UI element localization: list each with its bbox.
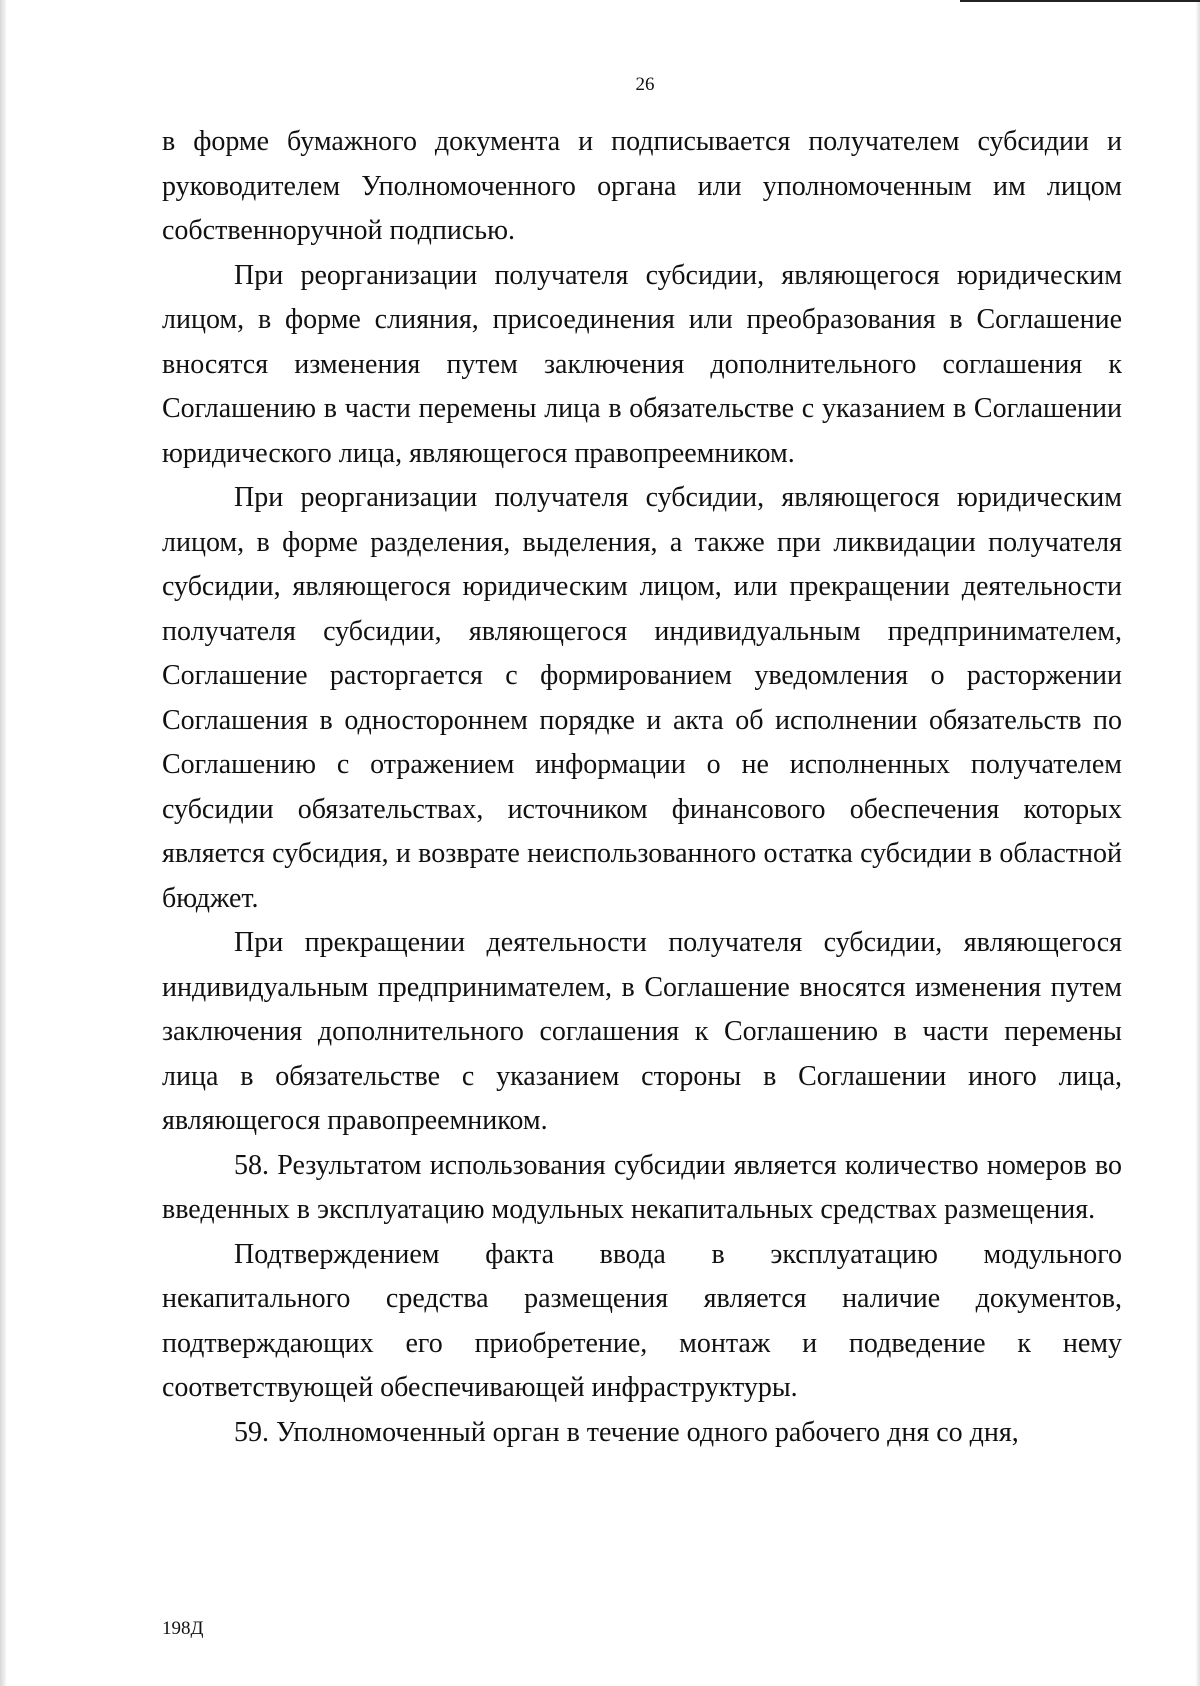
scan-line-top bbox=[960, 0, 1200, 2]
paragraph-item-58: 58. Результатом использования субсидии является количество номеров во введенных в эксплуатацию модульных некапитальных средствах размещения. bbox=[162, 1149, 1122, 1225]
paragraph-continuation: в форме бумажного документа и подписывается получателем субсидии и руководителем Уполномоченного органа или уполномоченным им лицом собственноручной подписью. bbox=[162, 126, 1122, 246]
paragraph-reorganization-division: При реорганизации получателя субсидии, являющегося юридическим лицом, в форме разделения, выделения, а также при ликвидации получателя субсидии, являющегося юридическим лицом, или прекращении деятельности получателя субсидии, являющегося индивидуальным предпринимателем, Соглашение расторгается с формированием уведомления о расторжении Соглашения в одностороннем порядке и акта об исполнении обязательств по Соглашению с отражением информации о не исполненных получателем субсидии обязательствах, источником финансового обеспечения которых является субсидия, и возврате неиспользованного остатка субсидии в областной бюджет. bbox=[162, 482, 1122, 914]
scan-edge-left bbox=[0, 0, 6, 1686]
paragraph-item-59: 59. Уполномоченный орган в течение одного рабочего дня со дня, bbox=[234, 1416, 1019, 1448]
scan-edge-right bbox=[1196, 0, 1200, 1686]
paragraph-reorganization-merger: При реорганизации получателя субсидии, являющегося юридическим лицом, в форме слияния, присоединения или преобразования в Соглашение вносятся изменения путем заключения дополнительного соглашения к Соглашению в части перемены лица в обязательстве с указанием в Соглашении юридического лица, являющегося правопреемником. bbox=[162, 259, 1122, 469]
footer-code: 198Д bbox=[162, 1618, 204, 1639]
paragraph-termination-entrepreneur: При прекращении деятельности получателя субсидии, являющегося индивидуальным предпринимателем, в Соглашение вносятся изменения путем заключения дополнительного соглашения к Соглашению в части перемены лица в обязательстве с указанием стороны в Соглашении иного лица, являющегося правопреемником. bbox=[162, 927, 1122, 1136]
document-body bbox=[162, 120, 1122, 1455]
page-number: 26 bbox=[635, 74, 655, 95]
paragraph-confirmation: Подтверждением факта ввода в эксплуатацию модульного некапитального средства размещения является наличие документов, подтверждающих его приобретение, монтаж и подведение к нему соответствующей обеспечивающей инфраструктуры. bbox=[162, 1238, 1122, 1403]
